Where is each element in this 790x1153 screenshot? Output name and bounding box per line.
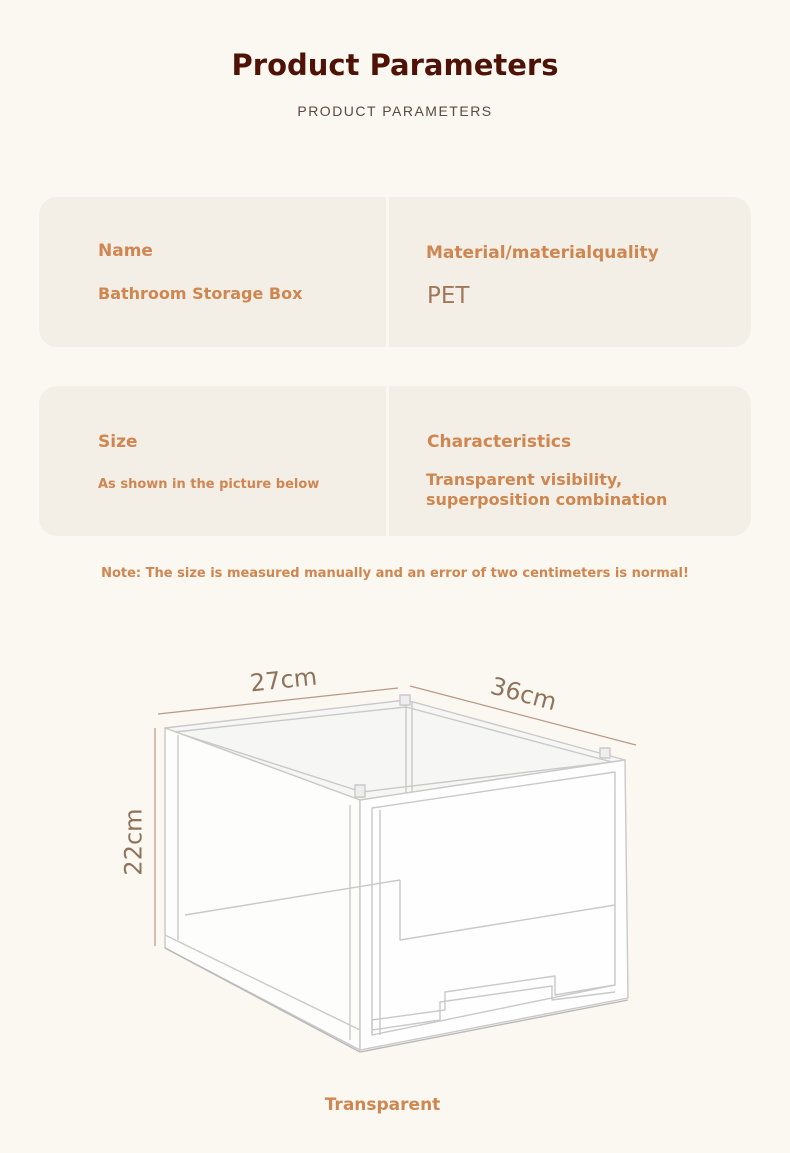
page-subtitle: PRODUCT PARAMETERS: [297, 103, 493, 119]
page-title: Product Parameters: [231, 48, 559, 82]
characteristics-label: Characteristics: [427, 432, 572, 452]
material-label: Material/materialquality: [426, 243, 659, 263]
material-value: PET: [427, 283, 470, 309]
measurement-note: Note: The size is measured manually and an error of two centimeters is normal!: [101, 566, 689, 581]
width-label: 27cm: [248, 662, 319, 698]
size-value: As shown in the picture below: [98, 477, 320, 492]
color-caption: Transparent: [324, 1095, 441, 1115]
size-label: Size: [98, 432, 138, 452]
characteristics-value-line2: superposition combination: [426, 490, 668, 509]
name-label: Name: [98, 241, 153, 261]
depth-label: 36cm: [487, 671, 560, 717]
characteristics-value-line1: Transparent visibility,: [426, 470, 623, 489]
height-label: 22cm: [119, 808, 148, 876]
name-value: Bathroom Storage Box: [98, 284, 303, 303]
